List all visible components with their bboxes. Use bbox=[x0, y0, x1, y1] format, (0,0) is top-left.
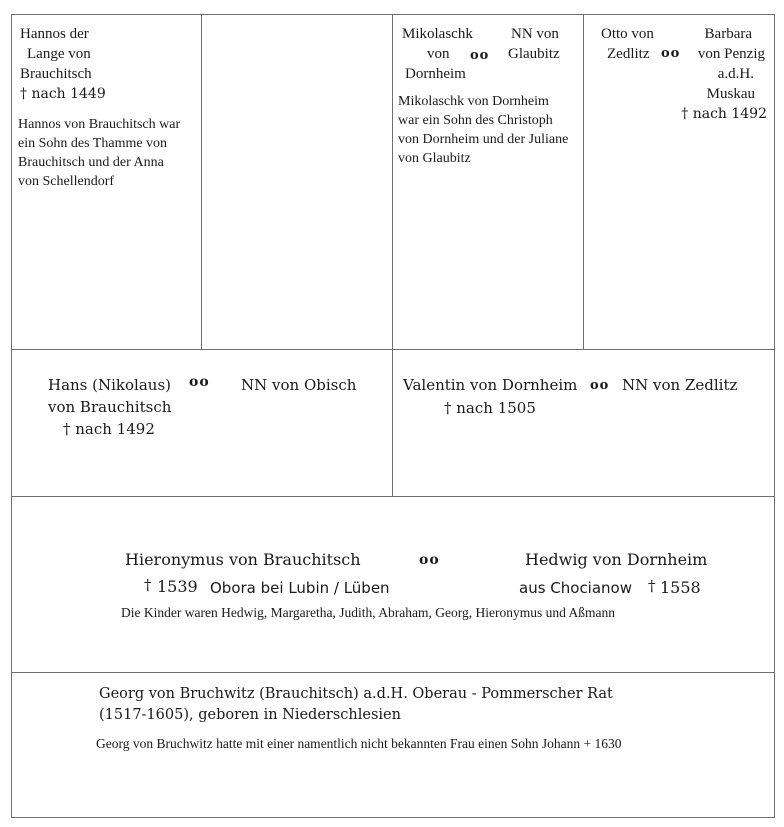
husband-place: Obora bei Lubin / Lüben bbox=[210, 579, 390, 597]
wife-death-symbol: † bbox=[648, 577, 656, 595]
children-note: Die Kinder waren Hedwig, Margaretha, Judith, Abraham, Georg, Hieronymus und Aßmann bbox=[121, 605, 616, 620]
divider-gen2-gen3 bbox=[11, 496, 775, 497]
marriage-symbol: oo bbox=[470, 48, 490, 63]
son-note: Georg von Bruchwitz hatte mit einer namentlich nicht bekannten Frau einen Sohn Johann + 1630 bbox=[96, 736, 622, 751]
person-death: † nach 1492 bbox=[681, 106, 767, 122]
divider-gen1-gen2 bbox=[11, 349, 775, 350]
person-title-line: Georg von Bruchwitz (Brauchitsch) a.d.H. Oberau - Pommerscher Rat bbox=[99, 686, 613, 702]
divider-gen1-a bbox=[201, 14, 202, 349]
husband-name-line: Mikolaschk bbox=[402, 26, 473, 42]
person-death: † nach 1449 bbox=[20, 86, 106, 102]
husband-name-line: Dornheim bbox=[405, 66, 466, 82]
divider-gen1-b bbox=[392, 14, 393, 496]
person-name-line: Lange von bbox=[27, 46, 91, 62]
wife-name: Hedwig von Dornheim bbox=[525, 550, 708, 569]
wife-death-year: 1558 bbox=[660, 578, 701, 597]
marriage-symbol: oo bbox=[419, 552, 440, 568]
wife-name-line: Muskau bbox=[706, 86, 755, 102]
wife-name-line: a.d.H. bbox=[717, 66, 754, 82]
husband-name-line: von Brauchitsch bbox=[48, 398, 172, 416]
divider-gen1-c bbox=[583, 14, 584, 349]
person-title-line: (1517-1605), geboren in Niederschlesien bbox=[99, 707, 401, 723]
wife-origin: aus Chocianow bbox=[519, 579, 632, 597]
wife-name-line: Glaubitz bbox=[508, 46, 560, 62]
husband-name-line: Otto von bbox=[601, 26, 654, 42]
wife-name-line: von Penzig bbox=[697, 46, 765, 62]
husband-death-symbol: † bbox=[144, 576, 152, 594]
husband-name-line: von bbox=[427, 46, 450, 62]
marriage-symbol: oo bbox=[590, 378, 610, 393]
wife-name-line: NN von bbox=[511, 26, 559, 42]
husband-name: Valentin von Dornheim bbox=[403, 376, 578, 394]
person-death: † nach 1492 bbox=[63, 420, 155, 438]
husband-name-line: Hans (Nikolaus) bbox=[48, 376, 171, 394]
husband-death-year: 1539 bbox=[157, 577, 198, 596]
wife-name-line: Barbara bbox=[704, 26, 752, 42]
husband-name-line: Zedlitz bbox=[607, 46, 650, 62]
marriage-symbol: oo bbox=[189, 374, 210, 390]
wife-name: NN von Obisch bbox=[241, 376, 357, 394]
marriage-symbol: oo bbox=[661, 46, 681, 61]
divider-gen3-gen4 bbox=[11, 672, 775, 673]
person-name-line: Brauchitsch bbox=[20, 66, 92, 82]
person-name-line: Hannos der bbox=[20, 26, 89, 42]
person-note: Mikolaschk von Dornheim war ein Sohn des Christoph von Dornheim und der Juliane von Glaubitz bbox=[398, 94, 569, 166]
husband-name: Hieronymus von Brauchitsch bbox=[125, 550, 361, 569]
wife-name: NN von Zedlitz bbox=[622, 376, 738, 394]
person-death: † nach 1505 bbox=[444, 399, 536, 417]
person-note: Hannos von Brauchitsch war ein Sohn des Thamme von Brauchitsch und der Anna von Schellendorf bbox=[18, 117, 181, 189]
